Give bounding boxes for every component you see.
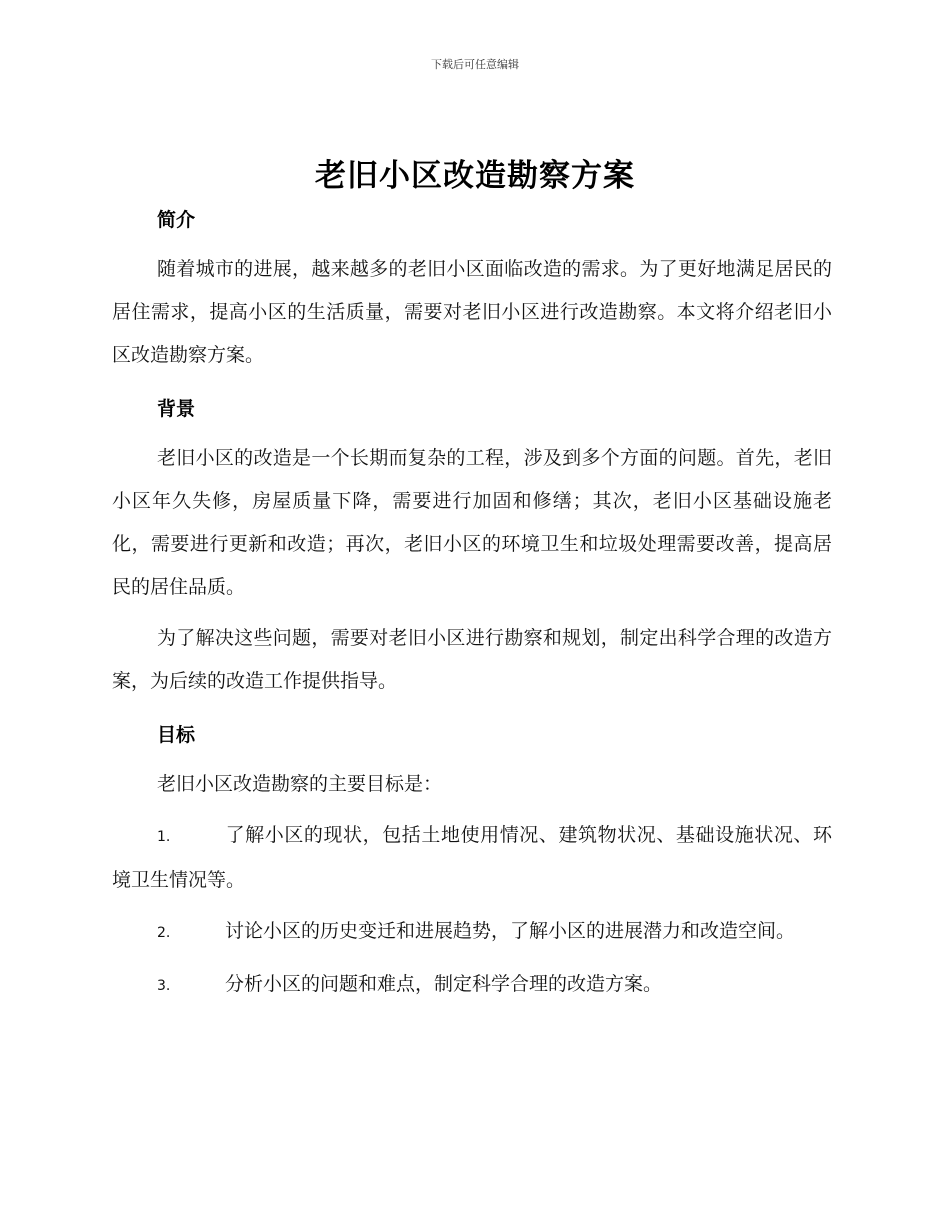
list-item xyxy=(112,963,832,1008)
paragraph: 老旧小区的改造是一个长期而复杂的工程，涉及到多个方面的问题。首先，老旧小区年久失修，房屋质量下降，需要进行加固和修缮；其次，老旧小区基础设施老化，需要进行更新和改造；再次，老旧小区的环境卫生和垃圾处理需要改善，提高居民的居住品质。 xyxy=(112,447,832,598)
list-item xyxy=(112,910,832,955)
list-item-number: 3. xyxy=(157,978,171,994)
list-item-number: 1. xyxy=(157,829,171,845)
document-title: 老旧小区改造勘察方案 xyxy=(315,158,635,194)
list-item xyxy=(112,814,832,902)
paragraph: 随着城市的进展，越来越多的老旧小区面临改造的需求。为了更好地满足居民的居住需求，提高小区的生活质量，需要对老旧小区进行改造勘察。本文将介绍老旧小区改造勘察方案。 xyxy=(112,258,832,366)
document-body xyxy=(112,200,832,1008)
paragraph: 老旧小区改造勘察的主要目标是： xyxy=(157,773,443,795)
list-item-text: 分析小区的问题和难点，制定科学合理的改造方案。 xyxy=(225,973,663,995)
header-note: 下载后可任意编辑 xyxy=(431,58,519,71)
paragraph: 为了解决这些问题，需要对老旧小区进行勘察和规划，制定出科学合理的改造方案，为后续的改造工作提供指导。 xyxy=(112,627,832,692)
section-heading-intro: 简介 xyxy=(157,209,196,231)
section-heading-background: 背景 xyxy=(157,398,196,420)
list-item-text: 讨论小区的历史变迁和进展趋势，了解小区的进展潜力和改造空间。 xyxy=(225,920,796,942)
list-item-number: 2. xyxy=(157,925,171,941)
section-heading-goals: 目标 xyxy=(157,724,196,746)
list-item-text: 了解小区的现状，包括土地使用情况、建筑物状况、基础设施状况、环境卫生情况等。 xyxy=(112,824,832,891)
